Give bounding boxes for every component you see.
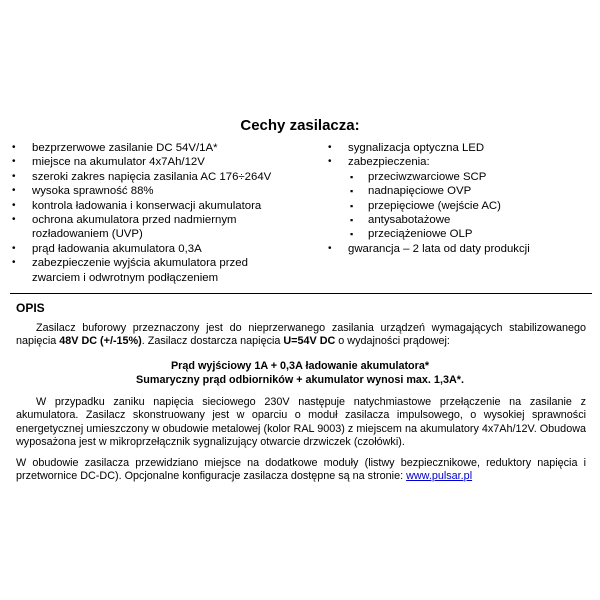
feature-text: sygnalizacja optyczna LED xyxy=(348,142,485,154)
feature-text: gwarancja – 2 lata od daty produkcji xyxy=(348,242,530,255)
p1-text-e: o wydajności prądowej: xyxy=(335,335,450,348)
feature-text: zabezpieczenie wyjścia akumulatora przed zwarciem i odwrotnym podłączeniem xyxy=(32,257,248,284)
list-item xyxy=(328,155,596,169)
p2-text: W przypadku zaniku napięcia sieciowego 230V następuje natychmiastowe przełączenie na zasilanie z akumulatora. Zasilacz skonstruowany jest w oparciu o moduł zasilacza impulsowego, o wysokiej sprawności energetycznej umieszczony w obudowie metalowej (kolor RAL 9003) z miejscem na akumulatory 4x7Ah/12V. Obudowa wyposażona jest w mikroprzełącznik sygnalizujący otwarcie drzwiczek (czołówki). xyxy=(16,396,586,448)
bullet-icon: • xyxy=(12,142,16,153)
bullet-icon: • xyxy=(12,170,16,182)
sub-list-item xyxy=(328,199,596,213)
sub-list-item xyxy=(328,227,596,241)
sub-list-item xyxy=(328,170,596,184)
protection-text: przeciążeniowe OLP xyxy=(368,228,473,241)
list-item xyxy=(12,199,312,213)
sub-bullet-icon: ▪ xyxy=(350,229,354,240)
protection-text: przeciwzwarciowe SCP xyxy=(368,170,487,183)
list-item xyxy=(328,141,596,155)
bullet-icon: • xyxy=(12,257,16,269)
list-item xyxy=(12,155,312,169)
feature-text: ochrona akumulatora przed nadmiernym rozładowaniem (UVP) xyxy=(32,214,237,241)
p3-text: W obudowie zasilacza przewidziano miejsce na dodatkowe moduły (listwy bezpiecznikowe, reduktory napięcia i przetwornice DC-DC). Opcjonalne konfiguracje zasilacza dostępne są na stronie: xyxy=(16,457,586,483)
bullet-icon: • xyxy=(12,242,16,254)
list-item xyxy=(12,141,312,155)
features-title: Cechy zasilacza: xyxy=(240,117,360,134)
bullet-icon: • xyxy=(328,156,332,168)
list-item xyxy=(12,256,294,285)
feature-text: zabezpieczenia: xyxy=(348,156,430,169)
total-current-line: Sumaryczny prąd odbiorników + akumulator wynosi max. 1,3A*. xyxy=(136,374,464,386)
opis-paragraph-3 xyxy=(16,457,586,484)
protection-text: nadnapięciowe OVP xyxy=(368,185,472,198)
sub-list-item xyxy=(328,184,596,198)
feature-text: kontrola ładowania i konserwacji akumulatora xyxy=(32,199,262,212)
feature-text: miejsce na akumulator 4x7Ah/12V xyxy=(32,156,205,169)
sub-bullet-icon: ▪ xyxy=(350,200,354,211)
bullet-icon: • xyxy=(12,199,16,211)
opis-paragraph-2 xyxy=(16,396,586,449)
list-item xyxy=(12,242,312,256)
p1-output-voltage: U=54V DC xyxy=(283,335,336,348)
sub-bullet-icon: ▪ xyxy=(350,186,354,197)
list-item xyxy=(12,170,312,184)
list-item xyxy=(12,184,312,198)
list-item xyxy=(12,213,292,242)
protection-text: antysabotażowe xyxy=(368,214,451,227)
bullet-icon: • xyxy=(328,142,332,153)
section-divider xyxy=(10,293,592,294)
features-left-list xyxy=(12,141,312,285)
opis-heading: OPIS xyxy=(16,301,45,315)
p1-voltage-range: 48V DC (+/-15%) xyxy=(59,335,142,348)
sub-bullet-icon: ▪ xyxy=(350,171,354,182)
output-current-line: Prąd wyjściowy 1A + 0,3A ładowanie akumulatora* xyxy=(170,360,430,372)
bullet-icon: • xyxy=(12,156,16,168)
sub-list-item xyxy=(328,213,596,227)
bullet-icon: • xyxy=(12,214,16,226)
protection-text: przepięciowe (wejście AC) xyxy=(368,199,501,212)
feature-text: bezprzerwowe zasilanie DC 54V/1A* xyxy=(32,142,218,154)
bullet-icon: • xyxy=(328,242,332,254)
protections-sublist xyxy=(328,170,596,242)
output-current-block xyxy=(0,359,600,387)
bullet-icon: • xyxy=(12,185,16,197)
feature-text: prąd ładowania akumulatora 0,3A xyxy=(32,242,202,255)
sub-bullet-icon: ▪ xyxy=(350,215,354,226)
feature-text: wysoka sprawność 88% xyxy=(32,185,154,198)
features-right-list xyxy=(328,141,596,256)
list-item xyxy=(328,242,596,256)
p1-text-a: Zasilacz buforowy przeznaczony jest do nieprzerwanego zasilania urządzeń wymagających stabilizowanego napięcia xyxy=(16,322,586,348)
pulsar-website-link[interactable]: www.pulsar.pl xyxy=(406,470,473,483)
opis-paragraph-1 xyxy=(16,322,586,349)
p1-text-c: . Zasilacz dostarcza napięcia xyxy=(141,335,284,348)
feature-text: szeroki zakres napięcia zasilania AC 176÷264V xyxy=(32,170,272,183)
protections-list xyxy=(328,170,596,242)
